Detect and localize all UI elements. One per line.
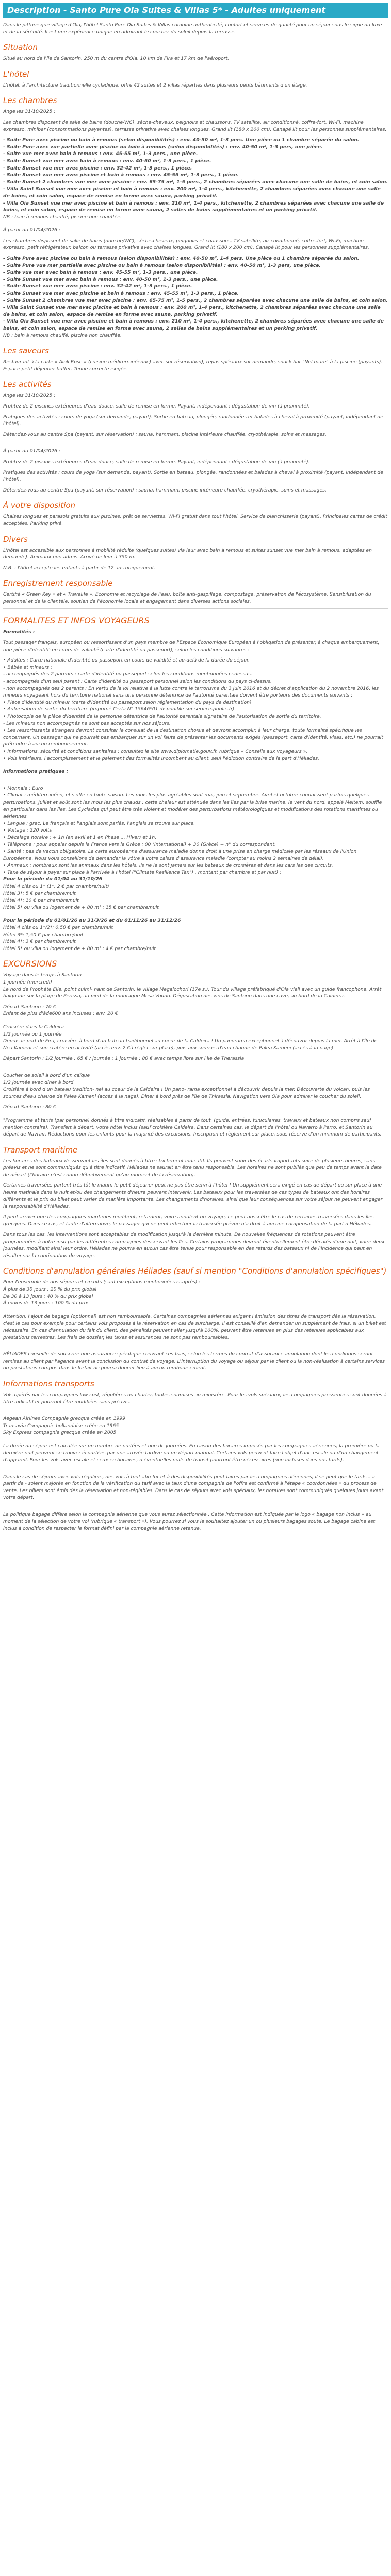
paragraph: Certifié « Green Key » et « Travelife ». Economie et recyclage de l'eau, boîte anti-gaspillage, compostage, préservation de l'écosystème. Sensibilisation du personnel et de la clientèle, soutien de l'économie locale et engagement dans diverses actions sociales.: [3, 591, 371, 604]
spacer: [3, 442, 388, 448]
paragraph: La durée du séjour est calculée sur un nombre de nuitées et non de journées. En raison des horaires imposés par les compagnies aériennes, la première ou la dernière nuit peuvent se trouver écourtées par une arrivée tardive ou un départ matinal. Certains vols peuvent faire l'objet d'une escale ou d'un changement d'appareil. Pour les vols avec escale et ceux en horaires, d'éventuelles nuits de transit pourront être nécessaires (non incluses dans nos tarifs).: [3, 1443, 380, 1463]
paragraph: Certaines traversées partent très tôt le matin, le petit déjeuner peut ne pas être servi à l'hôtel ! Un supplément sera exigé en cas de départ ou sur place à une heure matinale dans la nuit et/ou des changements d'heure peuvent intervenir. Les bateaux pour les traversées de ces types de bateaux ont des horaires différents et le prix du billet peut varier de manière importante. Les changements d'horaires, ainsi que leur conséquences sur votre séjour ne peuvent engager la responsabilité d'Héliades.: [3, 1182, 383, 1210]
paragraph: NB : bain à remous chauffé, piscine non chauffée.: [3, 214, 122, 220]
paragraph: Restaurant à la carte « Aioli Rose » (cuisine méditerranéenne) avec sur réservation), repas spéciaux sur demande, snack bar "Nel mare" à la piscine (payants). Espace petit déjeuner buffet. Tenue correcte exigée.: [3, 359, 383, 372]
paragraph: Hôtel 4*: 3 € par chambre/nuit: [3, 939, 76, 945]
paragraph: - Suite Sunset vue mer avec piscine et bain à remous : env. 45-55 m², 1-3 pers., 1 pièce.: [3, 172, 239, 178]
paragraph: À moins de 13 jours : 100 % du prix: [3, 1300, 88, 1307]
paragraph: - accompagnés des 2 parents : carte d'identité ou passeport selon les conditions mentionnées ci-dessus.: [3, 671, 252, 677]
section-3: [3, 346, 388, 372]
spacer: [3, 1111, 388, 1117]
paragraph: 1 journée (mercredi): [3, 979, 53, 985]
paragraph: Hôtel 5* ou villa ou logement de + 80 m² : 15 € par chambre/nuit: [3, 904, 159, 910]
paragraph: Les chambres disposent de salle de bains (douche/WC), sèche-cheveux, peignoirs et chaussons, TV satellite, air conditionné, coffre-fort, Wi-Fi, machine expresso, minibar (consommations payantes), terrasse privative avec chaises longues. Grand lit (180 x 200 cm). Canapé lit pour les personnes supplémentaires.: [3, 119, 387, 132]
section-heading: Conditions d'annulation générales Héliades (sauf si mention "Conditions d'annulation spécifiques"): [3, 1266, 387, 1276]
paragraph: Dans le pittoresque village d'Oia, l'hôtel Santo Pure Oia Suites & Villas combine authenticité, confort et services de qualité pour un séjour sous le signe du luxe et de la sérénité. Il est une expérience unique en admirant le coucher du soleil depuis la terrasse.: [3, 22, 382, 35]
section-heading: Les chambres: [3, 96, 57, 106]
paragraph: Les horaires des bateaux desservant les îles sont donnés à titre strictement indicatif. Ils peuvent subir des écarts importants suite de plusieurs heures, sans préavis et ne sont communiqués qu'à titre indicatif. Héliades ne saurait en être tenu responsable. Les horaires ne sont publiés que peu de temps avant la date de départ (l'horaire n'est connu définitivement qu'au moment de la réservation).: [3, 1158, 382, 1178]
paragraph: - Suite Sunset vue mer avec bain à remous : env. 40-50 m², 1-3 pers., une pièce.: [3, 276, 218, 282]
paragraph: Pour la période du 01/04 au 31/10/26: [3, 876, 103, 883]
paragraph: Pratiques des activités : cours de yoga (sur demande, payant). Sortie en bateau, plongée, randonnées et balades à cheval à proximité (payant, indépendant de l'hôtel).: [3, 469, 383, 483]
paragraph: - Villa Oia Sunset vue mer avec piscine et bain à remous : env. 210 m², 1-4 pers., kitchenette, 2 chambres séparées avec chacune une salle de bains, et coin salon, espace de remise en forme avec sauna, 2 salles de bains supplémentaires et un parking privatif.: [3, 318, 384, 331]
spacer: [3, 1345, 388, 1351]
paragraph: • Bébés et mineurs :: [3, 664, 53, 670]
paragraph: La politique bagage diffère selon la compagnie aérienne que vous aurez sélectionnée . Cette information est indiquée par le logo « bagage non inclus » au moment de la sélection de votre vol (rubrique « transport »). Vous pourrez si vous le souhaitez ajouter un ou plusieurs bagages soute. Le bagage cabine est inclus à condition de respecter le format défini par la compagnie aérienne retenue.: [3, 1512, 376, 1532]
paragraph: - Suite Sunset 2 chambres vue mer avec piscine : env. 65-75 m², 1-5 pers., 2 chambres séparées avec chacune une salle de bains, et coin salon.: [3, 179, 388, 185]
paragraph: N.B. : l'hôtel accepte les enfants à partir de 12 ans uniquement.: [3, 565, 156, 571]
paragraph: Enfant de plus d'âde600 ans incluses : env. 20 €: [3, 1011, 118, 1017]
paragraph: À partir du 01/04/2026 :: [3, 448, 60, 454]
spacer: [3, 1066, 388, 1072]
paragraph: De 30 à 13 jours : 40 % du prix global: [3, 1293, 93, 1299]
section-5: [3, 501, 388, 527]
paragraph: - Suite Sunset vue mer avec piscine : env. 32-42 m², 1-3 pers., 1 pièce.: [3, 283, 192, 290]
paragraph: 1/2 journée avec dîner à bord: [3, 1079, 74, 1086]
paragraph: À partir du 01/04/2026 :: [3, 227, 60, 233]
section-heading: Les saveurs: [3, 346, 49, 356]
paragraph: Croisière dans la Caldeira: [3, 1024, 64, 1030]
paragraph: • Taxe de séjour à payer sur place à l'arrivée à l'hôtel ("Climate Resilience Tax") , montant par chambre et par nuit) :: [3, 869, 282, 875]
spacer: [3, 911, 388, 917]
paragraph: - Villa Saint Sunset vue mer avec piscine et bain à remous : env. 200 m², 1-4 pers., kitchenette, 2 chambres séparées avec chacune une salle de bains, et coin salon, espace de remise en forme avec sauna, parking privatif.: [3, 304, 381, 317]
paragraph: • Photocopie de la pièce d'identité de la personne détentrice de l'autorité parentale signataire de l'autorisation de sortie du territoire.: [3, 714, 321, 719]
excursions-section: [3, 959, 388, 1138]
paragraph: • Autorisation de sortie du territoire (imprimé Cerfa N° 15646*01 disponible sur service-public.fr): [3, 706, 235, 713]
paragraph: - Suite Sunset vue mer avec piscine et bain à remous : env. 45-55 m², 1-3 pers., 1 pièce.: [3, 291, 239, 297]
paragraph: Hôtel 4*: 10 € par chambre/nuit: [3, 897, 79, 904]
paragraph: HÉLIADES conseille de souscrire une assurance spécifique couvrant ces frais, selon les termes du contrat d'assurance annulation dont les conditions seront remises au client par l'agence avant la conclusion du contrat de voyage. L'interruption du voyage ou séjour par le client ou la non-réalisation à certains services ou prestations compris dans le forfait ne pourra donner lieu à aucun remboursement.: [3, 1351, 385, 1371]
paragraph: Profitez de 2 piscines extérieures d'eau douce, salle de remise en forme. Payant, indépendant : dégustation de vin (à proximité).: [3, 403, 310, 409]
paragraph: Hôtel 5* ou villa ou logement de + 80 m² : 4 € par chambre/nuit: [3, 945, 156, 952]
paragraph: Départ Santorin : 70 €: [3, 1004, 56, 1010]
paragraph: Transavia Compagnie hollandaise créée en 1965: [3, 1422, 119, 1429]
section-heading: Informations transports: [3, 1379, 94, 1388]
paragraph: • Animaux : nombreux sont les animaux dans les hôtels, ils ne le sont jamais sur les bateaux de croisières et dans les cars les des circuits.: [3, 862, 333, 869]
paragraph: Détendez-vous au centre Spa (payant, sur réservation) : sauna, hammam, piscine intérieure chauffée, cryothérapie, soins et massages.: [3, 487, 327, 493]
paragraph: • Décalage horaire : + 1h (en avril et 1 en Phase ... Hiver) et 1h.: [3, 834, 157, 840]
section-heading: Divers: [3, 534, 28, 544]
spacer: [3, 779, 388, 785]
paragraph: Tout passager français, européen ou ressortissant d'un pays membre de l'Espace Économique Européen à l'obligation de présenter, à chaque embarquement, une pièce d'identité en cours de validité (carte d'identité ou passeport), selon les conditions suivantes :: [3, 640, 380, 653]
paragraph: Attention, l'ajout de bagage (optionnel) est non remboursable. Certaines compagnies aériennes exigent l'émission des titres de transport dès la réservation, c'est le cas pour exemple pour certains vols proposés à la réservation en cas de surcharge, il est conseillé d'en demander un supplément de frais, si un billet est nécessaire. En cas d'annulation du fait du client, des pénalités peuvent aller jusqu'à 100%, peuvent être retenues en plus des retenues applicables aux prestations terrestres. Les frais de dossier, les taxes et assurances ne sont pas remboursables.: [3, 1313, 386, 1341]
paragraph: Aegean Airlines Compagnie grecque créée en 1999: [3, 1416, 125, 1422]
informations-section: [3, 1379, 388, 1532]
paragraph: Pour l'ensemble de nos séjours et circuits (sauf exceptions mentionnées ci-après) :: [3, 1279, 201, 1285]
paragraph: - Suite Pure avec vue partielle avec piscine ou bain à remous (selon disponibilités) : env. 40-50 m², 1-3 pers, une pièce.: [3, 144, 323, 150]
spacer: [3, 1505, 388, 1511]
spacer: [3, 221, 388, 227]
section-7: [3, 579, 388, 605]
paragraph: À plus de 30 jours : 20 % du prix global: [3, 1286, 97, 1292]
paragraph: • Adultes : Carte nationale d'identité ou passeport en cours de validité et au-delà de la durée du séjour.: [3, 657, 250, 664]
section-heading: Les activités: [3, 380, 52, 389]
transport-section: [3, 1145, 388, 1260]
paragraph: Informations pratiques :: [3, 769, 69, 775]
paragraph: - Villa Saint Sunset vue mer avec piscine et bain à remous : env. 200 m², 1-4 pers., kitchenette, 2 chambres séparées avec chacune une salle de bains, et coin salon, espace de remise en forme avec sauna, parking privatif.: [3, 186, 381, 199]
paragraph: - Suite Sunset 2 chambres vue mer avec piscine : env. 65-75 m², 1-5 pers., 2 chambres séparées avec chacune une salle de bains, et coin salon.: [3, 297, 388, 303]
paragraph: L'hôtel, à l'architecture traditionnelle cycladique, offre 42 suites et 2 villas réparties dans plusieurs petits bâtiments d'un étage.: [3, 82, 307, 88]
paragraph: Pratiques des activités : cours de yoga (sur demande, payant). Sortie en bateau, plongée, randonnées et balades à cheval à proximité (payant, indépendant de l'hôtel).: [3, 414, 383, 427]
page: [0, 3, 391, 1532]
section-heading: À votre disposition: [3, 501, 76, 511]
paragraph: • Vols intérieurs, l'accomplissement et le paiement des formalités incombent au client, seul l'édiction contraire de la part d'Héliades.: [3, 755, 319, 761]
divider: [3, 608, 388, 609]
paragraph: Hôtel 3*: 1,50 € par chambre/nuit: [3, 931, 84, 938]
paragraph: Ange les 31/10/2025 :: [3, 393, 56, 399]
section-2: [3, 96, 388, 339]
paragraph: • Climat : méditerranéen, et s'ofte en toute saison. Les mois les plus agréables sont mai, juin et septembre. Avril et octobre connaissent parfois quelques perturbations. Juillet et août sont les mois les plus chauds ; cette chaleur est atténuée dans les îles par la brise marine, le vent du nord, appelé Meltem, souffle en particulier dans les îles. Les Cyclades qui peut être très violent et modérer des perturbations météorologiques et modifications des rotations maritimes ou aériennes.: [3, 792, 382, 820]
paragraph: • Téléphone : pour appeler depuis la France vers la Grèce : 00 (international) + 30 (Grèce) + n° du correspondant.: [3, 841, 276, 848]
paragraph: Coucher de soleil à bord d'un caïque: [3, 1072, 90, 1078]
section-4: [3, 380, 388, 494]
spacer: [3, 1409, 388, 1415]
paragraph: - Suite vue mer avec bain à remous : env. 45-55 m², 1-3 pers., une pièce.: [3, 269, 198, 276]
paragraph: Le nord de Prophète Elie, point culmi- nant de Santorin, le village Megalochori (17e s.). Tour du village préfabriqué d'Oia vieil avec un guide francophone. Arrêt baignade sur la plage de Perissa, au pied de la montagne Mesa Vouno. Dégustation des vins de Santorin dans une cave, au bord de la Caldeira.: [3, 986, 382, 999]
paragraph: - Les mineurs non accompagnés ne sont pas acceptés sur nos séjours.: [3, 720, 171, 726]
paragraph: "Programme et tarifs (par personne) donnés à titre indicatif, réalisables à partir de tout, (guide, entrées, funiculaires, travaux et bateaux non compris sauf mention contraire). Transfert à départ, votre hôtel inclus (sauf croisière Caldeira, Dans certaines cas, le départ de l'hôtel ou Navarro à Perro, et Santorin au départ de Navrai). Réductions pour les enfants pour la majorité des excursions. Inscription et règlement sur place, sous réserve d'un minimum de participants.: [3, 1117, 382, 1138]
section-heading: EXCURSIONS: [3, 959, 57, 969]
paragraph: • Monnaie : Euro: [3, 785, 43, 791]
paragraph: Les chambres disposent de salle de bains (douche/WC), sèche-cheveux, peignoirs et chaussons, TV satellite, air conditionné, coffre-fort, Wi-Fi, machine expresso, petit réfrigérateur, balcon ou terrasse privative avec chaises longues. Grand lit (180 x 200 cm). Canapé lit pour les personnes supplémentaires.: [3, 238, 369, 251]
section-1: [3, 70, 388, 89]
section-heading: L'hôtel: [3, 69, 29, 79]
paragraph: Chaises longues et parasols gratuits aux piscines, prêt de serviettes, Wi-Fi gratuit dans tout l'hôtel. Service de blanchisserie (payant). Principales cartes de crédit acceptées. Parking privé.: [3, 514, 387, 527]
paragraph: Ange les 31/10/2025 :: [3, 109, 56, 115]
paragraph: Hôtel 4 clés ou 1* (1*: 2 € par chambre/nuit): [3, 884, 109, 890]
sub-heading: Formalités :: [3, 629, 35, 635]
paragraph: NB : bain à remous chauffé, piscine non chauffée.: [3, 332, 122, 338]
spacer: [3, 1436, 388, 1443]
section-heading: Enregistrement responsable: [3, 579, 113, 588]
paragraph: Il peut arriver que des compagnies maritimes modifient, retardent, voire annulent un voyage, ce peut aussi être le cas de certaines traversées dans les îles grecques. Dans ce cas, et faute d'alternative, le passager qui ne peut effectuer la traversée prévue n'a droit à aucune compensation de la part d'Héliades.: [3, 1214, 374, 1227]
formalites-section: [3, 616, 388, 952]
paragraph: 1/2 journée ou 1 journée: [3, 1031, 62, 1037]
paragraph: Croisière à bord d'un bateau tradition- nel au coeur de la Caldeira ! Un pano- rama exceptionnel à découvrir depuis la mer. Découverte du volcan, puis les sources d'eau chaude de Palea Kameni (accès à la nage). Dîner à bord près de l'île de Thirassia. Navigation vers Oia pour admirer le coucher du soleil.: [3, 1087, 370, 1099]
paragraph: Hôtel 4 clés ou 1*/2*: 0,50 € par chambre/nuit: [3, 925, 113, 931]
paragraph: • Informations, sécurité et conditions sanitaires : consultez le site www.diplomatie.gouv.fr, rubrique « Conseils aux voyageurs ».: [3, 748, 307, 754]
section-heading: Situation: [3, 43, 38, 53]
paragraph: • Langue : grec. Le français et l'anglais sont parlés, l'anglais se trouve sur place.: [3, 820, 196, 826]
spacer: [3, 1018, 388, 1024]
section-heading: FORMALITES ET INFOS VOYAGEURS: [3, 616, 150, 626]
annulation-section: [3, 1266, 388, 1372]
section-heading: Transport maritime: [3, 1145, 78, 1155]
paragraph: - Suite Pure avec piscine ou bain à remous (selon disponibilités) : env. 40-50 m², 1-4 pers. Une pièce ou 1 chambre séparée du salon.: [3, 256, 360, 262]
paragraph: Pour la période du 01/01/26 au 31/3/26 et du 01/11/26 au 31/12/26: [3, 918, 181, 924]
paragraph: Sky Express compagnie grecque créée en 2005: [3, 1430, 117, 1436]
paragraph: Départ Santorin : 80 €: [3, 1104, 56, 1110]
paragraph: Dans le cas de séjours avec vols réguliers, des vols à tout afin fur et à des disponibilités peut faites par les compagnies aériennes, il se peut que le tarifs – a partir de - soient majorés en fonction de la vérification du tarif avec la taux d'une compagnie de l'offre est confirmé à l'étape « coordonnées » du process de vente. Les billets sont émis dès la réservation et non-réglables. Dans le cas de séjours avec vols spéciaux, les horaires sont communiqués quelques jours avant votre départ.: [3, 1473, 384, 1501]
paragraph: Dans tous les cas, les interventions sont acceptables de modification jusqu'à la dernière minute. De nouvelles fréquences de rotations peuvent être programmées à notre insu par les différentes compagnies desservant les îles. Certains programmes devront éventuellement être décalés d'une nuit, voire deux journées, modifiant ainsi leur ordre. Héliades ne pourra en aucun cas être tenue pour responsable en des retards des bateaux ni de l'incidence qui peut en résulter sur la continuation du voyage.: [3, 1232, 385, 1259]
paragraph: Voyage dans le temps à Santorin: [3, 972, 82, 978]
spacer: [3, 1307, 388, 1313]
intro: [3, 22, 388, 36]
paragraph: - accompagnés d'un seul parent : Carte d'identité ou passeport personnel selon les conditions du pays ci-dessus.: [3, 679, 272, 685]
paragraph: • Santé : pas de vaccin obligatoire. La carte européenne d'assurance maladie donne droit à une prise en charge médicale par les réseaux de l'Union Européenne. Nous vous conseillons de demander la vôtre à votre caisse d'assurance maladie (compter au moins 2 semaines de délai).: [3, 849, 357, 861]
paragraph: Hôtel 3*: 5 € par chambre/nuit: [3, 890, 76, 896]
spacer: [3, 1467, 388, 1473]
paragraph: Situé au nord de l'île de Santorin, 250 m du centre d'Oia, 10 km de Fira et 17 km de l'aéroport.: [3, 56, 230, 62]
paragraph: - Suite Pure avec piscine ou bain à remous (selon disponibilités) : env. 40-50 m², 1-3 pers. Une pièce ou 1 chambre séparée du salon.: [3, 137, 360, 143]
paragraph: - Suite Sunset vue mer avec piscine : env. 32-42 m², 1-3 pers., 1 pièce.: [3, 165, 192, 171]
section-0: [3, 43, 388, 62]
section-6: [3, 535, 388, 572]
paragraph: • Pièce d'identité du mineur (carte d'identité ou passeport selon réglementation du pays de destination): [3, 699, 252, 705]
paragraph: Vols opérés par les compagnies low cost, régulières ou charter, toutes soumises au ministère. Pour les vols spéciaux, les compagnies pressenties sont données à titre indicatif et pourront être modifiées sans préavis.: [3, 1392, 387, 1405]
paragraph: Profitez de 2 piscines extérieures d'eau douce, salle de remise en forme. Payant, indépendant : dégustation de vin (à proximité).: [3, 459, 310, 465]
paragraph: - Suite vue mer avec bain à remous : env. 45-55 m², 1-3 pers., une pièce.: [3, 151, 198, 157]
paragraph: Départ Santorin : 1/2 journée : 65 € / journée ; 1 journée : 80 € avec temps libre sur l'île de Therassia: [3, 1056, 245, 1062]
paragraph: Détendez-vous au centre Spa (payant, sur réservation) : sauna, hammam, piscine intérieure chauffée, cryothérapie, soins et massages.: [3, 431, 327, 437]
spacer: [3, 762, 388, 768]
paragraph: • Voltage : 220 volts: [3, 827, 52, 834]
paragraph: - Suite Sunset vue mer avec bain à remous : env. 40-50 m², 1-3 pers., 1 pièce.: [3, 158, 211, 164]
paragraph: Depuis le port de Fira, croisière à bord d'un bateau traditionnel au coeur de la Caldeira ! Un panorama exceptionnel à découvrir depuis la mer. Arrêt à l'île de Nea Kameni et son cratère en activité (accès env. 2 €à régler sur place), puis aux sources d'eau chaude de Palea Kameni (accès à la nage).: [3, 1038, 378, 1051]
paragraph: L'hôtel est accessible aux personnes à mobilité réduite (quelques suites) via leur avec bain à remous et suites sunset vue mer bain à remous, adaptées en demande). Animaux non admis. Arrivé de leur à 350 m.: [3, 547, 372, 561]
paragraph: - non accompagnés des 2 parents : En vertu de la loi relative à la lutte contre le terrorisme du 3 juin 2016 et du décret d'application du 2 novembre 2016, les mineurs voyageant hors du territoire national sans une personne détentrice de l'autorité parentale doivent être porteurs des documents suivants :: [3, 685, 379, 699]
sections: [3, 43, 388, 605]
paragraph: - Villa Oia Sunset vue mer avec piscine et bain à remous : env. 210 m², 1-4 pers., kitchenette, 2 chambres séparées avec chacune une salle de bains, et coin salon, espace de remise en forme avec sauna, 2 salles de bains supplémentaires et un parking privatif.: [3, 200, 384, 213]
paragraph: • Les ressortissants étrangers devront consulter le consulat de la destination choisie et devront accomplir, à leur charge, toute formalité spécifique les concernant. Un passager qui ne pourrait pas embarquer sur un vol faute de présenter les documents exigés (passeport, carte d'identité, visas, etc.) ne pourrait prétendre à aucun remboursement.: [3, 727, 383, 748]
paragraph: - Suite Pure vue mer partielle avec piscine ou bain à remous (selon disponibilités) : env. 40-50 m², 1-3 pers, une pièce.: [3, 262, 321, 268]
page-title: Description - Santo Pure Oia Suites & Villas 5* - Adultes uniquement: [3, 3, 388, 18]
